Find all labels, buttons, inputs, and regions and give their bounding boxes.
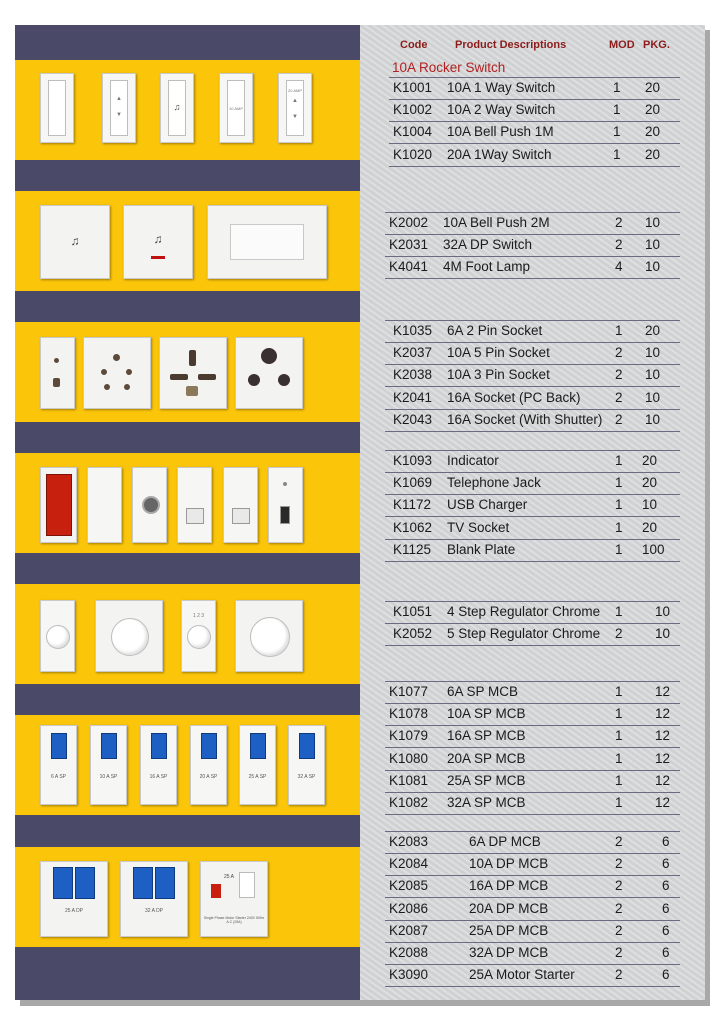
cell-pkg: 12: [655, 750, 671, 766]
table-row: [385, 365, 680, 387]
product-sp-mcb-25a: 25 A SP: [239, 725, 276, 805]
table-row: [385, 473, 680, 495]
cell-code: K2002: [389, 215, 429, 230]
cell-code: K1125: [393, 541, 432, 557]
cell-code: K2037: [393, 345, 433, 361]
cell-mod: 1: [615, 541, 623, 557]
cell-code: K2043: [393, 411, 433, 427]
cell-description: 10A 3 Pin Socket: [447, 367, 550, 383]
table-row: [385, 965, 680, 987]
cell-pkg: 12: [655, 772, 671, 788]
product-usb-charger: [268, 467, 303, 543]
cell-mod: 2: [615, 411, 623, 427]
cell-description: 20A 1Way Switch: [447, 146, 552, 162]
cell-mod: 4: [615, 259, 623, 275]
product-dp-mcb-32a: 32 A DP: [120, 861, 188, 937]
cell-pkg: 6: [662, 834, 670, 849]
cell-description: 16A Socket (PC Back): [447, 389, 581, 405]
product-sp-mcb-20a: 20 A SP: [190, 725, 227, 805]
usb-port-icon: [280, 506, 290, 524]
cell-code: K2088: [389, 945, 429, 960]
cell-code: K4041: [389, 259, 429, 275]
cell-pkg: 10: [655, 604, 671, 619]
cell-pkg: 10: [655, 626, 671, 642]
table-row: [385, 832, 680, 854]
cell-description: 10A 2 Way Switch: [447, 102, 556, 118]
indicator-lens: [46, 474, 72, 536]
cell-mod: 1: [615, 453, 623, 468]
cell-pkg: 12: [655, 728, 671, 744]
cell-mod: 2: [615, 834, 623, 849]
product-32a-dp-switch: [123, 205, 193, 279]
cell-description: 32A SP MCB: [447, 795, 526, 810]
header-mod: MOD: [609, 39, 635, 51]
table-row: [385, 388, 680, 410]
cell-mod: 1: [615, 772, 623, 788]
table-row: [385, 624, 680, 646]
cell-code: K1002: [393, 102, 433, 118]
product-sp-mcb-32a: 32 A SP: [288, 725, 325, 805]
cell-mod: 1: [615, 475, 623, 491]
table-row: [385, 771, 680, 793]
cell-pkg: 12: [655, 795, 671, 810]
cell-pkg: 6: [662, 967, 670, 983]
cell-mod: 1: [613, 80, 621, 95]
header-pkg: PKG.: [643, 39, 670, 51]
table-row: [385, 749, 680, 771]
product-image-panel: [15, 25, 360, 1000]
cell-code: K1081: [389, 772, 429, 788]
cell-mod: 1: [615, 323, 623, 338]
section-title: 10A Rocker Switch: [392, 60, 506, 75]
table-row: [385, 943, 680, 965]
cell-description: 10A Bell Push 2M: [443, 215, 550, 230]
table-row: [385, 682, 680, 704]
cell-code: K2083: [389, 834, 429, 849]
cell-mod: 1: [615, 497, 623, 513]
table-row: [385, 602, 680, 624]
cell-code: K2087: [389, 922, 429, 938]
product-10amp-switch: 10 AMP: [219, 73, 253, 143]
cell-code: K1020: [393, 146, 433, 162]
product-1way-switch: [40, 73, 74, 143]
table-row: [385, 321, 680, 343]
cell-code: K1080: [389, 750, 429, 766]
product-16a-socket: [235, 337, 303, 409]
cell-pkg: 6: [662, 945, 670, 960]
product-2pin-socket: [40, 337, 75, 409]
cell-code: K1069: [393, 475, 433, 491]
cell-description: 32A DP Switch: [443, 237, 533, 253]
cell-code: K2086: [389, 900, 429, 916]
cell-pkg: 12: [655, 684, 671, 699]
product-sp-mcb-10a: 10 A SP: [90, 725, 127, 805]
product-3pin-socket: [159, 337, 227, 409]
cell-mod: 2: [615, 367, 623, 383]
product-2way-switch: ▲ ▼: [102, 73, 136, 143]
product-bell-push-1m: [160, 73, 194, 143]
cell-description: 6A DP MCB: [469, 834, 541, 849]
bell-icon: ♫: [173, 102, 181, 112]
cell-description: 10A 1 Way Switch: [447, 80, 556, 95]
cell-mod: 2: [615, 389, 623, 405]
product-5step-regulator-1m: 1 2 3: [181, 600, 216, 672]
table-row: [389, 145, 680, 167]
table-row: [385, 921, 680, 943]
product-4step-regulator-1m: [40, 600, 75, 672]
cell-mod: 1: [613, 102, 621, 118]
cell-pkg: 10: [645, 389, 661, 405]
table-row: [389, 78, 680, 100]
cell-mod: 2: [615, 922, 623, 938]
cell-description: 4M Foot Lamp: [443, 259, 531, 275]
product-telephone-jack: [177, 467, 212, 543]
cell-description: Blank Plate: [447, 541, 516, 557]
table-row: [385, 451, 680, 473]
cell-code: K2038: [393, 367, 433, 383]
cell-mod: 1: [613, 146, 621, 162]
bell-icon: ♫: [70, 234, 80, 248]
cell-mod: 2: [615, 878, 623, 894]
table-row: [385, 540, 680, 562]
cell-description: 20A DP MCB: [469, 900, 549, 916]
product-dp-mcb-25a: 25 A DP: [40, 861, 108, 937]
cell-mod: 1: [615, 684, 623, 699]
cell-mod: 1: [615, 604, 623, 619]
cell-pkg: 6: [662, 878, 670, 894]
cell-pkg: 100: [642, 541, 665, 557]
cell-description: 32A DP MCB: [469, 945, 549, 960]
cell-description: USB Charger: [447, 497, 528, 513]
cell-code: K1093: [393, 453, 433, 468]
table-row: [389, 100, 680, 122]
cell-description: 20A SP MCB: [447, 750, 526, 766]
cell-description: 25A DP MCB: [469, 922, 549, 938]
cell-pkg: 6: [662, 900, 670, 916]
cell-description: 10A DP MCB: [469, 856, 549, 872]
table-row: [389, 122, 680, 144]
cell-pkg: 10: [645, 259, 661, 275]
cell-pkg: 12: [655, 706, 671, 722]
table-row: [385, 410, 680, 432]
product-5pin-socket: [83, 337, 151, 409]
cell-mod: 1: [613, 124, 621, 140]
cell-pkg: 10: [645, 345, 661, 361]
cell-pkg: 6: [662, 922, 670, 938]
cell-code: K1077: [389, 684, 429, 699]
cell-description: 10A 5 Pin Socket: [447, 345, 550, 361]
cell-description: 6A SP MCB: [447, 684, 519, 699]
cell-description: TV Socket: [447, 519, 510, 535]
table-row: [385, 343, 680, 365]
cell-code: K1035: [393, 323, 433, 338]
cell-mod: 1: [615, 728, 623, 744]
table-row: [385, 213, 680, 235]
cell-code: K2041: [393, 389, 433, 405]
table-row: [385, 257, 680, 279]
catalog-page: [15, 25, 705, 1000]
cell-mod: 2: [615, 626, 623, 642]
header-descriptions: Product Descriptions: [455, 39, 567, 51]
cell-mod: 2: [615, 856, 623, 872]
cell-code: K1172: [393, 497, 432, 513]
cell-pkg: 10: [645, 237, 661, 253]
cell-mod: 1: [615, 706, 623, 722]
cell-description: 5 Step Regulator Chrome: [447, 626, 601, 642]
cell-mod: 2: [615, 237, 623, 253]
cell-mod: 1: [615, 795, 623, 810]
product-20amp-switch: 20 AMP ▲ ▼: [278, 73, 312, 143]
cell-description: 25A Motor Starter: [469, 967, 575, 983]
cell-description: 16A Socket (With Shutter): [447, 411, 603, 427]
cell-code: K3090: [389, 967, 429, 983]
table-row: [385, 726, 680, 748]
cell-code: K1082: [389, 795, 429, 810]
cell-code: K1079: [389, 728, 429, 744]
cell-mod: 1: [615, 750, 623, 766]
product-5step-regulator-2m: [235, 600, 303, 672]
cell-pkg: 10: [645, 411, 661, 427]
product-motor-starter: 25 A Single Phase Motor Starter 240V 50Hz A.C (25A): [200, 861, 268, 937]
table-row: [385, 876, 680, 898]
cell-mod: 2: [615, 945, 623, 960]
cell-pkg: 20: [645, 146, 661, 162]
product-tv-socket: [132, 467, 167, 543]
cell-description: 6A 2 Pin Socket: [447, 323, 543, 338]
cell-description: 16A SP MCB: [447, 728, 526, 744]
cell-description: Indicator: [447, 453, 499, 468]
cell-pkg: 20: [645, 124, 661, 140]
cell-description: 16A DP MCB: [469, 878, 549, 894]
product-regulator-2m: [95, 600, 163, 672]
cell-description: Telephone Jack: [447, 475, 541, 491]
cell-pkg: 20: [645, 102, 661, 118]
cell-description: 4 Step Regulator Chrome: [447, 604, 601, 619]
cell-description: 10A SP MCB: [447, 706, 526, 722]
product-data-jack: [223, 467, 258, 543]
cell-code: K2031: [389, 237, 429, 253]
cell-pkg: 10: [645, 215, 661, 230]
indicator-light: [151, 256, 165, 259]
cell-mod: 2: [615, 967, 623, 983]
table-row: [385, 495, 680, 517]
table-row: [385, 793, 680, 815]
cell-code: K1004: [393, 124, 433, 140]
table-row: [385, 518, 680, 540]
cell-description: 25A SP MCB: [447, 772, 526, 788]
cell-mod: 2: [615, 900, 623, 916]
table-row: [385, 235, 680, 257]
cell-mod: 2: [615, 215, 623, 230]
cell-code: K1078: [389, 706, 429, 722]
cell-code: K2085: [389, 878, 429, 894]
cell-pkg: 10: [642, 497, 658, 513]
cell-pkg: 20: [645, 323, 661, 338]
cell-pkg: 20: [642, 475, 658, 491]
cell-code: K1051: [393, 604, 433, 619]
cell-mod: 2: [615, 345, 623, 361]
cell-code: K2084: [389, 856, 429, 872]
header-code: Code: [400, 39, 428, 51]
cell-pkg: 10: [645, 367, 661, 383]
table-row: [385, 854, 680, 876]
cell-code: K1062: [393, 519, 433, 535]
starter-red-button: [211, 884, 221, 898]
product-bell-push-2m: [40, 205, 110, 279]
cell-pkg: 20: [642, 453, 658, 468]
table-row: [385, 899, 680, 921]
cell-code: K2052: [393, 626, 433, 642]
cell-code: K1001: [393, 80, 433, 95]
cell-mod: 1: [615, 519, 623, 535]
product-foot-lamp: [207, 205, 327, 279]
cell-description: 10A Bell Push 1M: [447, 124, 554, 140]
product-indicator: [40, 467, 77, 543]
table-row: [385, 704, 680, 726]
product-sp-mcb-6a: 6 A SP: [40, 725, 77, 805]
product-sp-mcb-16a: 16 A SP: [140, 725, 177, 805]
cell-pkg: 6: [662, 856, 670, 872]
cell-pkg: 20: [645, 80, 661, 95]
product-blank-plate: [87, 467, 122, 543]
bell-icon: ♫: [153, 232, 163, 246]
cell-pkg: 20: [642, 519, 658, 535]
